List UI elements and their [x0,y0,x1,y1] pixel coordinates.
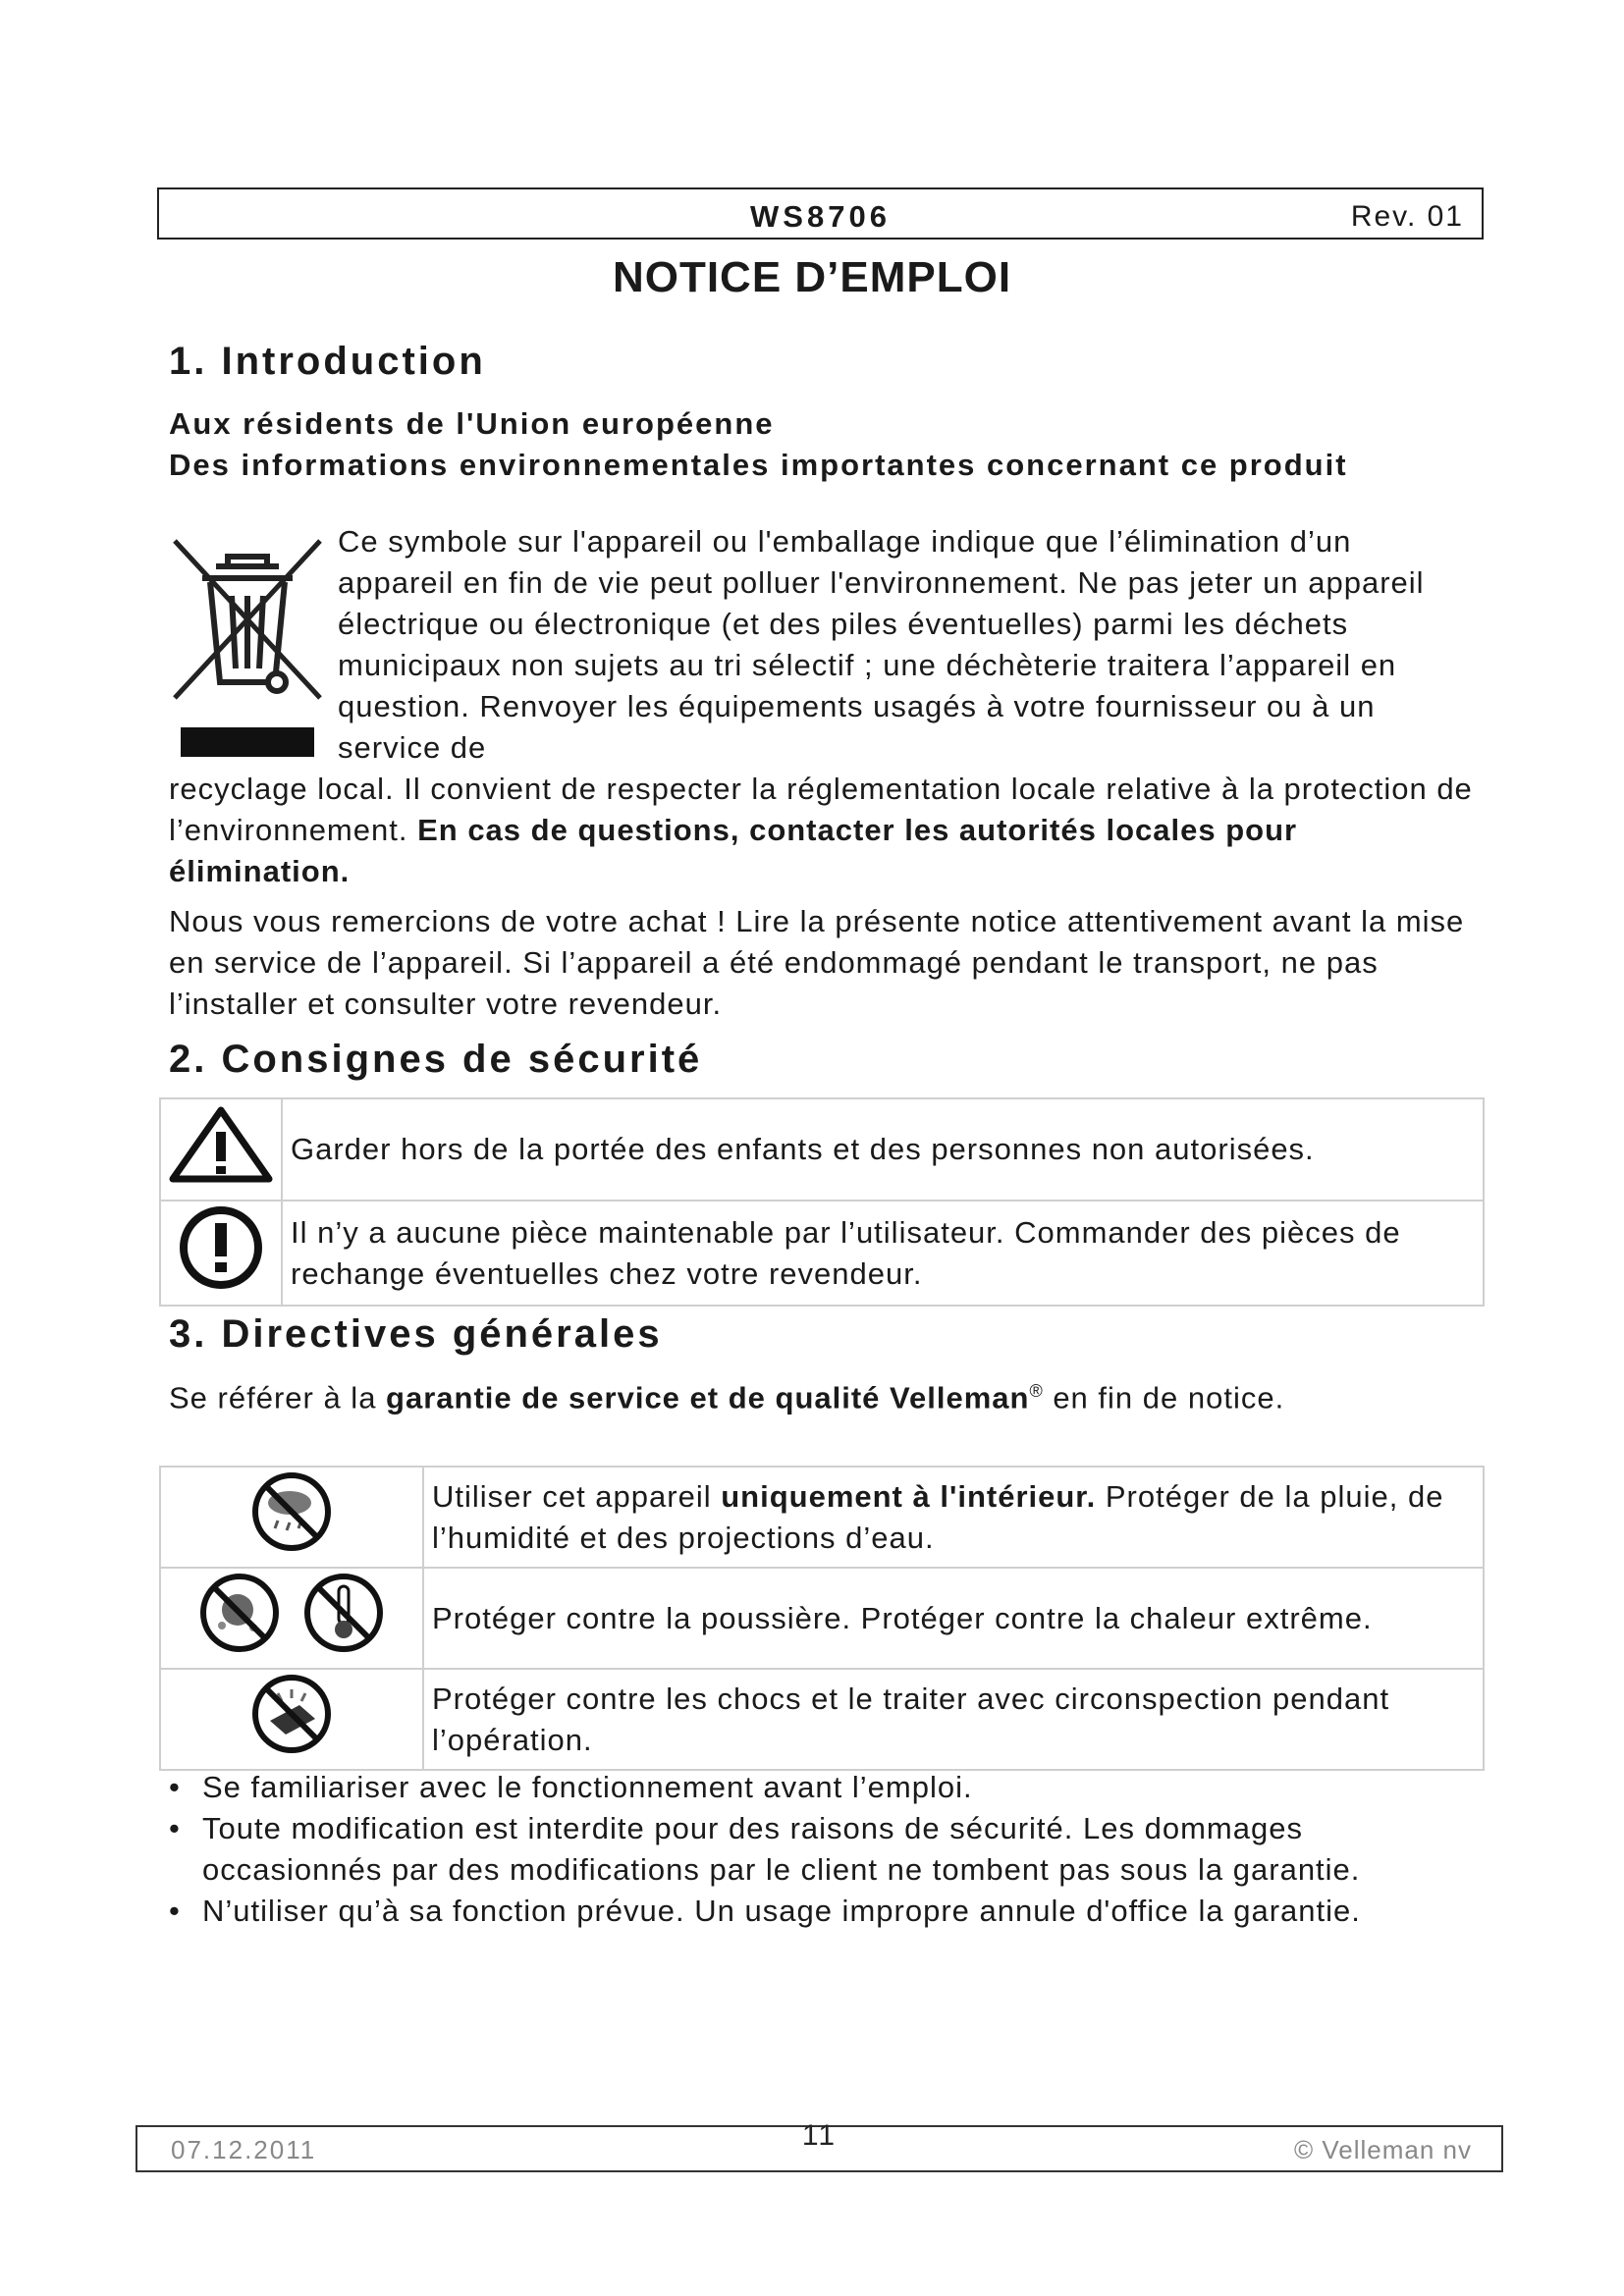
general-row [160,1467,1484,1568]
exclamation-circle-icon [172,1203,270,1292]
header-box [157,187,1484,240]
safety-icon-cell [160,1201,282,1306]
safety-icon-cell [160,1098,282,1201]
list-item: • N’utiliser qu’à sa fonction prévue. Un usage impropre annule d'office la garantie. [169,1891,1485,1932]
safety-row [160,1098,1484,1201]
footer-box [135,2119,1503,2172]
warning-triangle-icon [167,1104,275,1185]
footer-copyright: © Velleman nv [1293,2135,1472,2164]
warranty-reference: garantie de service et de qualité Velleman [386,1380,1030,1415]
revision-label: Rev. 01 [1350,200,1464,233]
safety-table [159,1097,1485,1307]
no-shock-icon [244,1672,339,1756]
weee-regulation-text: recyclage local. Il convient de respecter la réglementation locale relative à la protection de l’environnement. [169,772,1473,847]
general-text [423,1467,1484,1568]
list-item: • Se familiariser avec le fonctionnement avant l’emploi. [169,1767,1485,1808]
page-title: NOTICE D’EMPLOI [612,253,1012,301]
model-number: WS8706 [750,199,891,234]
list-item: • Toute modification est interdite pour des raisons de sécurité. Les dommages occasionnés par des modifications par le client ne tombent pas sous la garantie. [169,1808,1485,1891]
no-heat-icon [297,1571,391,1655]
section-heading-general: 3. Directives générales [169,1312,663,1356]
general-intro [169,1370,1485,1418]
thanks-paragraph: Nous vous remercions de votre achat ! Lire la présente notice attentivement avant la mise en service de l’appareil. Si l’appareil a été endommagé pendant le transport, ne pas l’installer et consulter votre revendeur. [169,904,1465,1021]
weee-contact-note: En cas de questions, contacter les autorités locales pour élimination. [169,813,1298,888]
weee-paragraph: Ce symbole sur l'appareil ou l'emballage indique que l’élimination d’un appareil en fin de vie peut polluer l'environnement. Ne pas jeter un appareil électrique ou électronique (et des piles éventuelles) parmi les déchets municipaux non sujets au tri sélectif ; une déchèterie traitera l’appareil en question. Renvoyer les équipements usagés à votre fournisseur ou à un service de [338,524,1425,765]
footer-date: 07.12.2011 [171,2135,317,2164]
general-row [160,1669,1484,1770]
general-bullet-list [169,1767,1485,1932]
general-intro-pre: Se référer à la [169,1380,387,1415]
weee-bin-icon [169,535,326,761]
indoor-use-emphasis: uniquement à l'intérieur. [721,1478,1097,1514]
general-row [160,1568,1484,1669]
registered-mark: ® [1029,1381,1044,1401]
safety-text: Garder hors de la portée des enfants et des personnes non autorisées. [282,1098,1484,1201]
general-table [159,1466,1485,1771]
page-number: 11 [801,2119,838,2152]
general-text: Protéger contre les chocs et le traiter avec circonspection pendant l’opération. [423,1669,1484,1770]
safety-text: Il n’y a aucune pièce maintenable par l’utilisateur. Commander des pièces de rechange éventuelles chez votre revendeur. [282,1201,1484,1306]
general-intro-post: en fin de notice. [1043,1380,1285,1415]
indoor-use-pre: Utiliser cet appareil [432,1478,722,1514]
no-dust-icon [192,1571,287,1655]
eu-residents-title: Aux résidents de l'Union européenne [169,406,775,441]
general-text: Protéger contre la poussière. Protéger contre la chaleur extrême. [423,1568,1484,1669]
section-heading-safety: 2. Consignes de sécurité [169,1038,703,1081]
general-icon-cell [160,1669,423,1770]
environment-info-title: Des informations environnementales importantes concernant ce produit [169,448,1348,482]
safety-row [160,1201,1484,1306]
no-rain-icon [244,1469,339,1554]
indoor-use-post: Protéger de la pluie, de l’humidité et des projections d’eau. [432,1478,1444,1555]
general-icon-cell [160,1467,423,1568]
weee-paragraph-continued [169,769,1485,892]
section-heading-introduction: 1. Introduction [169,340,486,383]
general-icon-cell [160,1568,423,1669]
